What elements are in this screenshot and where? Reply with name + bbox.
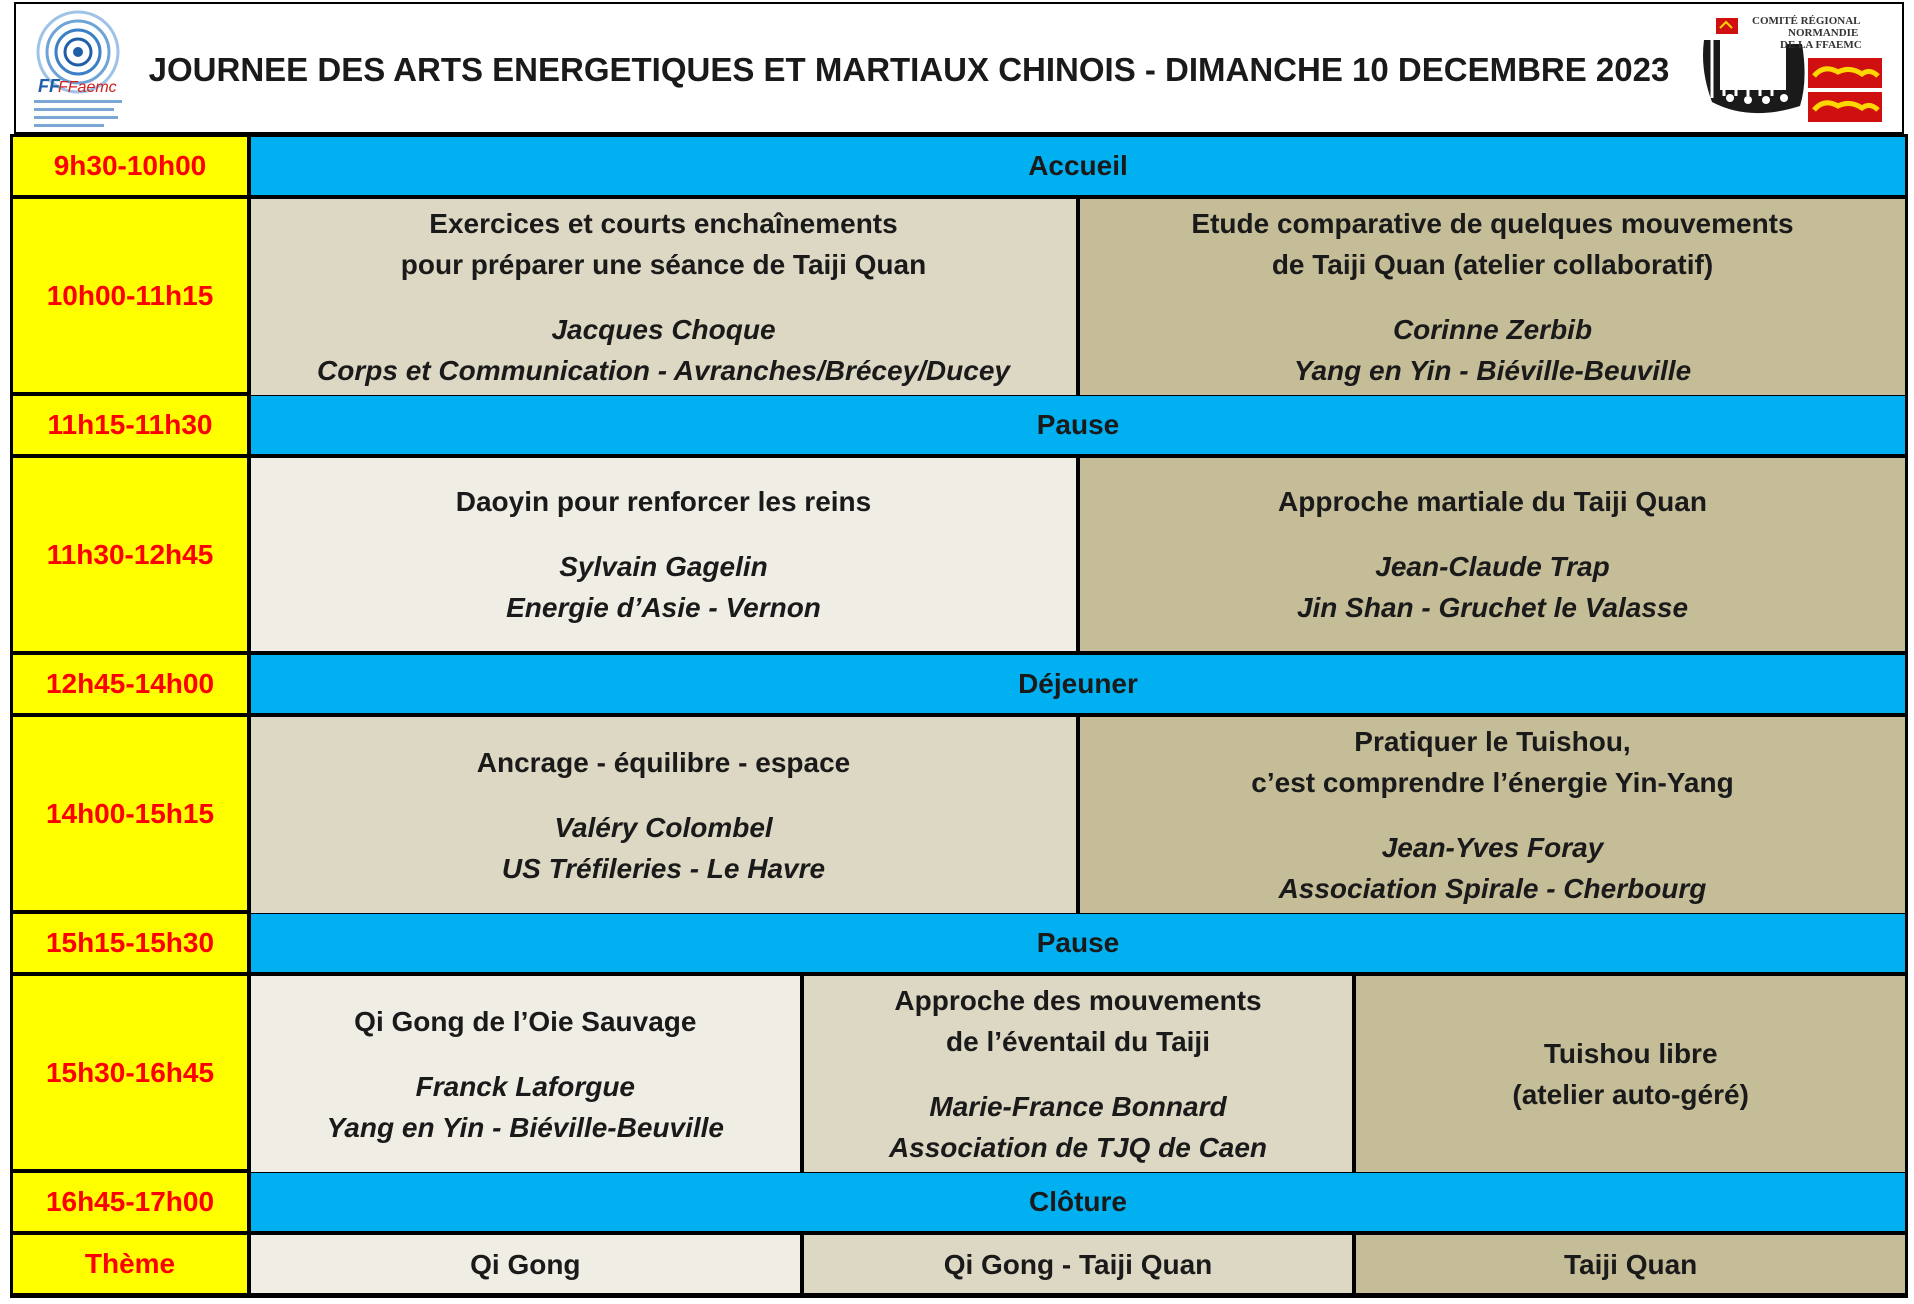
session-row	[251, 976, 1905, 1169]
club-name: Corps et Communication - Avranches/Brécey/Ducey	[317, 355, 1010, 386]
workshop-title: Qi Gong de l’Oie Sauvage	[354, 1005, 697, 1037]
workshop-title: Approche martiale du Taiji Quan	[1278, 486, 1707, 517]
club-name: Association de TJQ de Caen	[888, 1132, 1268, 1163]
time-slot: 11h15-11h30	[13, 396, 247, 454]
instructor-name: Jacques Choque	[551, 314, 776, 345]
closing-band: Clôture	[251, 1173, 1905, 1231]
workshop-title: Exercices et courts enchaînements	[429, 208, 898, 239]
workshop-title: Pratiquer le Tuishou,	[1354, 726, 1631, 757]
instructor-name: Valéry Colombel	[554, 811, 773, 843]
ffaemc-logo	[28, 8, 128, 130]
pause-band: Pause	[251, 914, 1905, 972]
accueil-band: Accueil	[251, 137, 1905, 195]
workshop-title: Approche des mouvements	[894, 985, 1262, 1016]
session-row	[251, 199, 1905, 392]
normandie-committee-logo	[1690, 10, 1892, 128]
instructor-name: Jean-Claude Trap	[1375, 551, 1610, 582]
theme-qigong-taiji: Qi Gong - Taiji Quan	[804, 1235, 1353, 1293]
time-slot: 14h00-15h15	[13, 717, 247, 910]
instructor-name: Marie-France Bonnard	[929, 1091, 1227, 1122]
club-name: Jin Shan - Gruchet le Valasse	[1296, 592, 1689, 623]
workshop-title: de Taiji Quan (atelier collaboratif)	[1271, 249, 1714, 280]
workshop-title: Ancrage - équilibre - espace	[476, 746, 851, 778]
workshop-title: Tuishou libre	[1543, 1038, 1718, 1069]
time-slot: 10h00-11h15	[13, 199, 247, 392]
club-name: Energie d’Asie - Vernon	[506, 592, 821, 623]
lunch-band: Déjeuner	[251, 655, 1905, 713]
workshop-title: Etude comparative de quelques mouvements	[1191, 208, 1794, 239]
instructor-name: Jean-Yves Foray	[1381, 832, 1604, 863]
workshop-cell	[1356, 976, 1905, 1172]
club-name: US Tréfileries - Le Havre	[501, 852, 826, 884]
workshop-cell	[251, 976, 800, 1172]
club-name: Association Spirale - Cherbourg	[1278, 873, 1707, 904]
schedule-table	[10, 134, 1908, 1298]
time-slot: 12h45-14h00	[13, 655, 247, 713]
session-row	[251, 717, 1905, 910]
pause-band: Pause	[251, 396, 1905, 454]
workshop-cell	[1080, 717, 1905, 913]
theme-legend	[251, 1235, 1905, 1293]
page-title: JOURNEE DES ARTS ENERGETIQUES ET MARTIAUX CHINOIS - DIMANCHE 10 DECEMBRE 2023	[148, 51, 1670, 88]
session-row	[251, 458, 1905, 651]
theme-qigong: Qi Gong	[251, 1235, 800, 1293]
workshop-cell	[251, 717, 1076, 913]
instructor-name: Sylvain Gagelin	[559, 551, 768, 582]
instructor-name: Corinne Zerbib	[1392, 314, 1593, 345]
workshop-cell	[251, 199, 1076, 395]
time-slot: 9h30-10h00	[13, 137, 247, 195]
instructor-name: Franck Laforgue	[415, 1070, 636, 1102]
theme-label: Thème	[13, 1235, 247, 1293]
time-slot: 15h30-16h45	[13, 976, 247, 1169]
svg-text:COMITÉ RÉGIONAL: COMITÉ RÉGIONAL	[1752, 15, 1861, 27]
time-slot: 15h15-15h30	[13, 914, 247, 972]
svg-text:FFaemc: FFaemc	[58, 79, 117, 96]
workshop-title: de l’éventail du Taiji	[945, 1026, 1210, 1057]
club-name: Yang en Yin - Biéville-Beuville	[1293, 355, 1692, 386]
svg-text:NORMANDIE: NORMANDIE	[1788, 27, 1859, 39]
header	[14, 2, 1904, 134]
workshop-title: c’est comprendre l’énergie Yin-Yang	[1251, 767, 1734, 798]
svg-text:DE LA FFAEMC: DE LA FFAEMC	[1780, 39, 1862, 51]
time-slot: 16h45-17h00	[13, 1173, 247, 1231]
svg-text:FF: FF	[38, 76, 60, 96]
workshop-title: pour préparer une séance de Taiji Quan	[400, 249, 927, 280]
time-slot: 11h30-12h45	[13, 458, 247, 651]
club-name: Yang en Yin - Biéville-Beuville	[326, 1111, 724, 1143]
theme-taiji: Taiji Quan	[1356, 1235, 1905, 1293]
workshop-cell	[1080, 199, 1905, 395]
workshop-title: (atelier auto-géré)	[1512, 1079, 1749, 1110]
workshop-title: Daoyin pour renforcer les reins	[455, 486, 872, 517]
workshop-cell	[251, 458, 1076, 651]
workshop-cell	[1080, 458, 1905, 651]
workshop-cell	[804, 976, 1353, 1172]
